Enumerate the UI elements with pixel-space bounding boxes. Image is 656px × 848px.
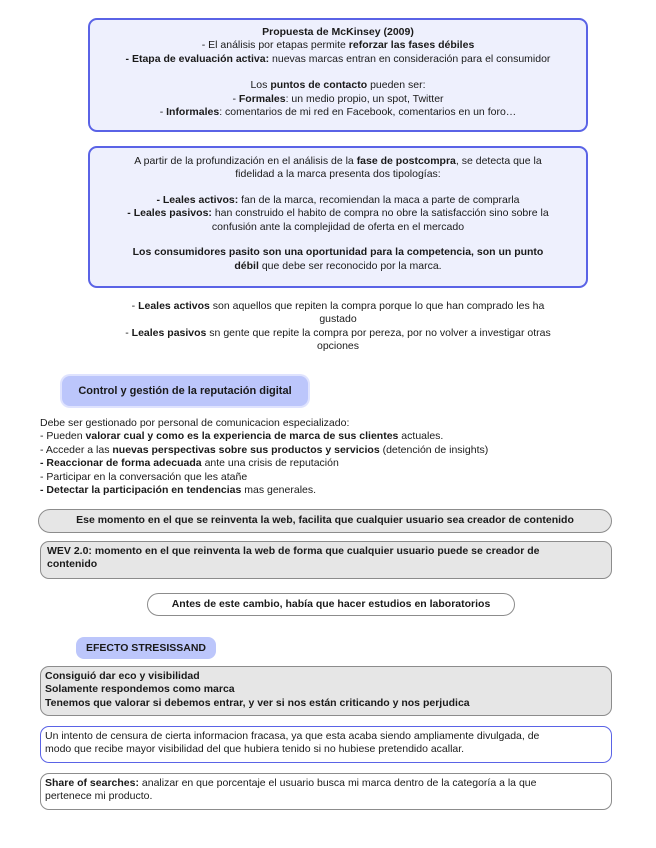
postcompra-line-6: Los consumidores pasito son una oportunidad para la competencia, son un punto [132, 246, 544, 259]
wev-line-2: contenido [47, 558, 98, 571]
leales-line-3: - Leales pasivos sn gente que repite la compra por pereza, por no volver a investigar otras [125, 326, 551, 339]
leales-line-2: gustado [319, 313, 357, 326]
control-line-3: - Acceder a las nuevas perspectivas sobre sus productos y servicios (detención de insights) [40, 443, 489, 456]
wev-box [40, 541, 612, 579]
mckinsey-line-3: Los puntos de contacto pueden ser: [250, 79, 426, 92]
eco-line-1: Consiguió dar eco y visibilidad [45, 670, 200, 682]
mckinsey-line-5: - Informales: comentarios de mi red en Facebook, comentarios en un foro… [159, 106, 517, 119]
antes-pill [147, 593, 515, 616]
mckinsey-line-4: - Formales: un medio propio, un spot, Twitter [232, 92, 444, 105]
mckinsey-line-1: - El análisis por etapas permite reforzar las fases débiles [201, 39, 475, 52]
censura-box [40, 726, 612, 763]
mckinsey-line-2: - Etapa de evaluación activa: nuevas marcas entran en consideración para el consumidor [125, 52, 551, 65]
postcompra-line-1: A partir de la profundización en el análisis de la fase de postcompra, se detecta que la [134, 155, 542, 167]
control-list [40, 417, 630, 498]
postcompra-line-4: - Leales pasivos: han construido el habito de compra no obre la satisfacción sino sobre la [127, 207, 549, 220]
leales-line-1: - Leales activos son aquellos que repiten la compra porque lo que han comprado les ha [131, 300, 545, 312]
wev-line-1: WEV 2.0: momento en el que reinventa la web de forma que cualquier usuario puede se creador de [47, 545, 540, 557]
efecto-streisand-tag [76, 637, 216, 659]
leales-line-4: opciones [316, 340, 360, 353]
share-line-1: Share of searches: analizar en que porcentaje el usuario busca mi marca dentro de la categoría a la que [45, 777, 537, 789]
postcompra-line-5: confusión ante la complejidad de oferta en el mercado [211, 220, 465, 233]
control-line-6: - Detectar la participación en tendencias mas generales. [40, 484, 317, 497]
eco-line-3: Tenemos que valorar si debemos entrar, y ver si nos están criticando y nos perjudica [45, 696, 470, 709]
web-reinventa-pill [38, 509, 612, 533]
postcompra-line-7: débil que debe ser reconocido por la marca. [234, 259, 442, 272]
control-line-5: - Participar en la conversación que les atañe [40, 470, 248, 483]
control-reputacion-tag [62, 376, 308, 406]
mckinsey-title: Propuesta de McKinsey (2009) [262, 26, 414, 38]
leales-text [88, 300, 588, 354]
postcompra-box [88, 146, 588, 288]
web-reinventa-text: Ese momento en el que se reinventa la web, facilita que cualquier usuario sea creador de contenido [76, 514, 574, 526]
eco-line-2: Solamente respondemos como marca [45, 683, 235, 696]
censura-line-2: modo que recibe mayor visibilidad del que hubiera tenido si no hubiese pretendido acallar. [45, 743, 465, 756]
control-line-2: - Pueden valorar cual y como es la experiencia de marca de sus clientes actuales. [40, 430, 444, 443]
antes-text: Antes de este cambio, había que hacer estudios en laboratorios [171, 598, 491, 610]
control-reputacion-label: Control y gestión de la reputación digital [78, 385, 292, 397]
postcompra-line-2: fidelidad a la marca presenta dos tipologías: [235, 168, 441, 181]
censura-line-1: Un intento de censura de cierta informacion fracasa, ya que esta acaba siendo ampliamente divulgada, de [45, 730, 540, 742]
control-line-4: - Reaccionar de forma adecuada ante una crisis de reputación [40, 457, 339, 470]
share-of-searches-box [40, 773, 612, 810]
eco-visibilidad-box [40, 666, 612, 716]
mckinsey-box [88, 18, 588, 132]
share-line-2: pertenece mi producto. [45, 790, 153, 803]
efecto-streisand-label: EFECTO STRESISSAND [86, 642, 206, 654]
control-line-1: Debe ser gestionado por personal de comunicacion especializado: [40, 417, 350, 429]
postcompra-line-3: - Leales activos: fan de la marca, recomiendan la maca a parte de comprarla [156, 193, 520, 206]
